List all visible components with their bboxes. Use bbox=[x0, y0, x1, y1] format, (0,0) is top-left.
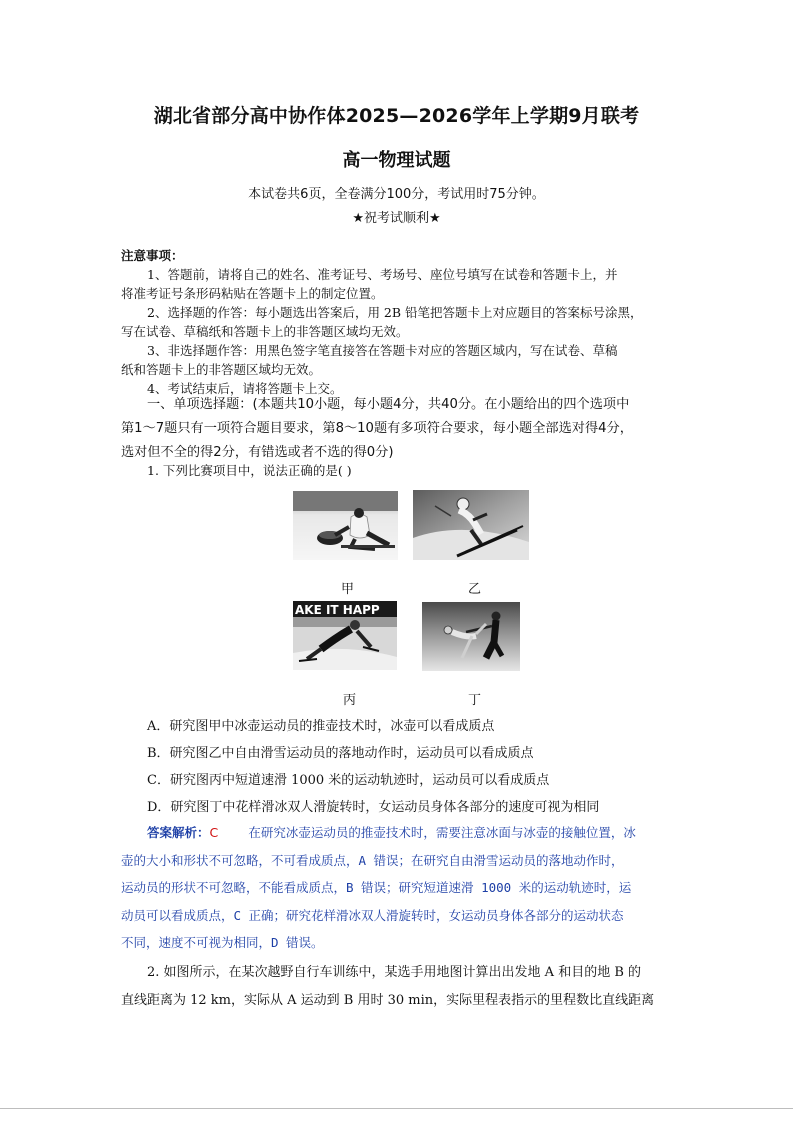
answer-explanation bbox=[147, 823, 636, 841]
option-d: D．研究图丁中花样滑冰双人滑旋转时，女运动员身体各部分的速度可视为相同 bbox=[147, 800, 600, 815]
page-bottom-divider bbox=[0, 1108, 793, 1109]
figure-skating-photo bbox=[422, 602, 520, 671]
option-a: A．研究图甲中冰壶运动员的推壶技术时，冰壶可以看成质点 bbox=[147, 719, 495, 734]
exam-title: 湖北省部分高中协作体2025—2026学年上学期9月联考 bbox=[153, 105, 640, 127]
answer-line: 运动员的形状不可忽略，不能看成质点，B 错误；研究短道速滑 1000 米的运动轨迹时，运 bbox=[121, 880, 632, 895]
short-track-photo bbox=[293, 601, 397, 670]
exam-info: 本试卷共6页，全卷满分100分，考试用时75分钟。 bbox=[248, 187, 545, 202]
photo-caption-yi: 乙 bbox=[468, 582, 482, 597]
question-2-line: 直线距离为 12 km，实际从 A 运动到 B 用时 30 min，实际里程表指示的里程数比直线距离 bbox=[121, 993, 655, 1008]
question-stem: 1. 下列比赛项目中，说法正确的是( ) bbox=[147, 463, 352, 478]
curling-photo bbox=[293, 491, 398, 560]
answer-line: 不同，速度不可视为相同，D 错误。 bbox=[121, 935, 324, 950]
exam-subject: 高一物理试题 bbox=[342, 150, 451, 171]
photo-caption-bing: 丙 bbox=[343, 693, 357, 708]
photo-caption-ding: 丁 bbox=[468, 693, 482, 708]
answer-line: 在研究冰壶运动员的推壶技术时，需要注意冰面与冰壶的接触位置，冰 bbox=[248, 825, 636, 840]
note-line: 3、非选择题作答：用黑色签字笔直接答在答题卡对应的答题区域内，写在试卷、草稿 bbox=[147, 343, 618, 358]
photo-caption-jia: 甲 bbox=[341, 582, 355, 597]
answer-line: 动员可以看成质点，C 正确；研究花样滑冰双人滑旋转时，女运动员身体各部分的运动状态 bbox=[121, 908, 624, 923]
answer-key: C bbox=[209, 825, 219, 840]
section-heading: 选对但不全的得2分，有错选或者不选的得0分) bbox=[121, 445, 394, 460]
section-heading: 一、单项选择题：(本题共10小题，每小题4分，共40分。在小题给出的四个选项中 bbox=[147, 397, 630, 412]
answer-label: 答案解析： bbox=[147, 825, 210, 840]
notes-heading: 注意事项： bbox=[121, 248, 184, 263]
note-line: 2、选择题的作答：每小题选出答案后，用 2B 铅笔把答题卡上对应题目的答案标号涂黑， bbox=[147, 305, 643, 320]
option-b: B．研究图乙中自由滑雪运动员的落地动作时，运动员可以看成质点 bbox=[147, 746, 534, 761]
exam-wish: ★祝考试顺利★ bbox=[352, 211, 441, 226]
note-line: 4、考试结束后，请将答题卡上交。 bbox=[147, 381, 343, 396]
note-line: 纸和答题卡上的非答题区域均无效。 bbox=[121, 362, 322, 377]
question-2-line: 2. 如图所示，在某次越野自行车训练中，某选手用地图计算出出发地 A 和目的地 B 的 bbox=[147, 965, 642, 980]
note-line: 将准考证号条形码粘贴在答题卡上的制定位置。 bbox=[121, 286, 384, 301]
note-line: 写在试卷、草稿纸和答题卡上的非答题区域均无效。 bbox=[121, 324, 409, 339]
section-heading: 第1～7题只有一项符合题目要求，第8～10题有多项符合要求，每小题全部选对得4分， bbox=[121, 421, 633, 436]
option-c: C．研究图丙中短道速滑 1000 米的运动轨迹时，运动员可以看成质点 bbox=[147, 773, 550, 788]
note-line: 1、答题前，请将自己的姓名、准考证号、考场号、座位号填写在试卷和答题卡上，并 bbox=[147, 267, 618, 282]
freestyle-ski-photo bbox=[413, 490, 529, 560]
banner-text: AKE IT HAPP bbox=[295, 603, 380, 617]
answer-line: 壶的大小和形状不可忽略，不可看成质点，A 错误；在研究自由滑雪运动员的落地动作时， bbox=[121, 853, 624, 868]
